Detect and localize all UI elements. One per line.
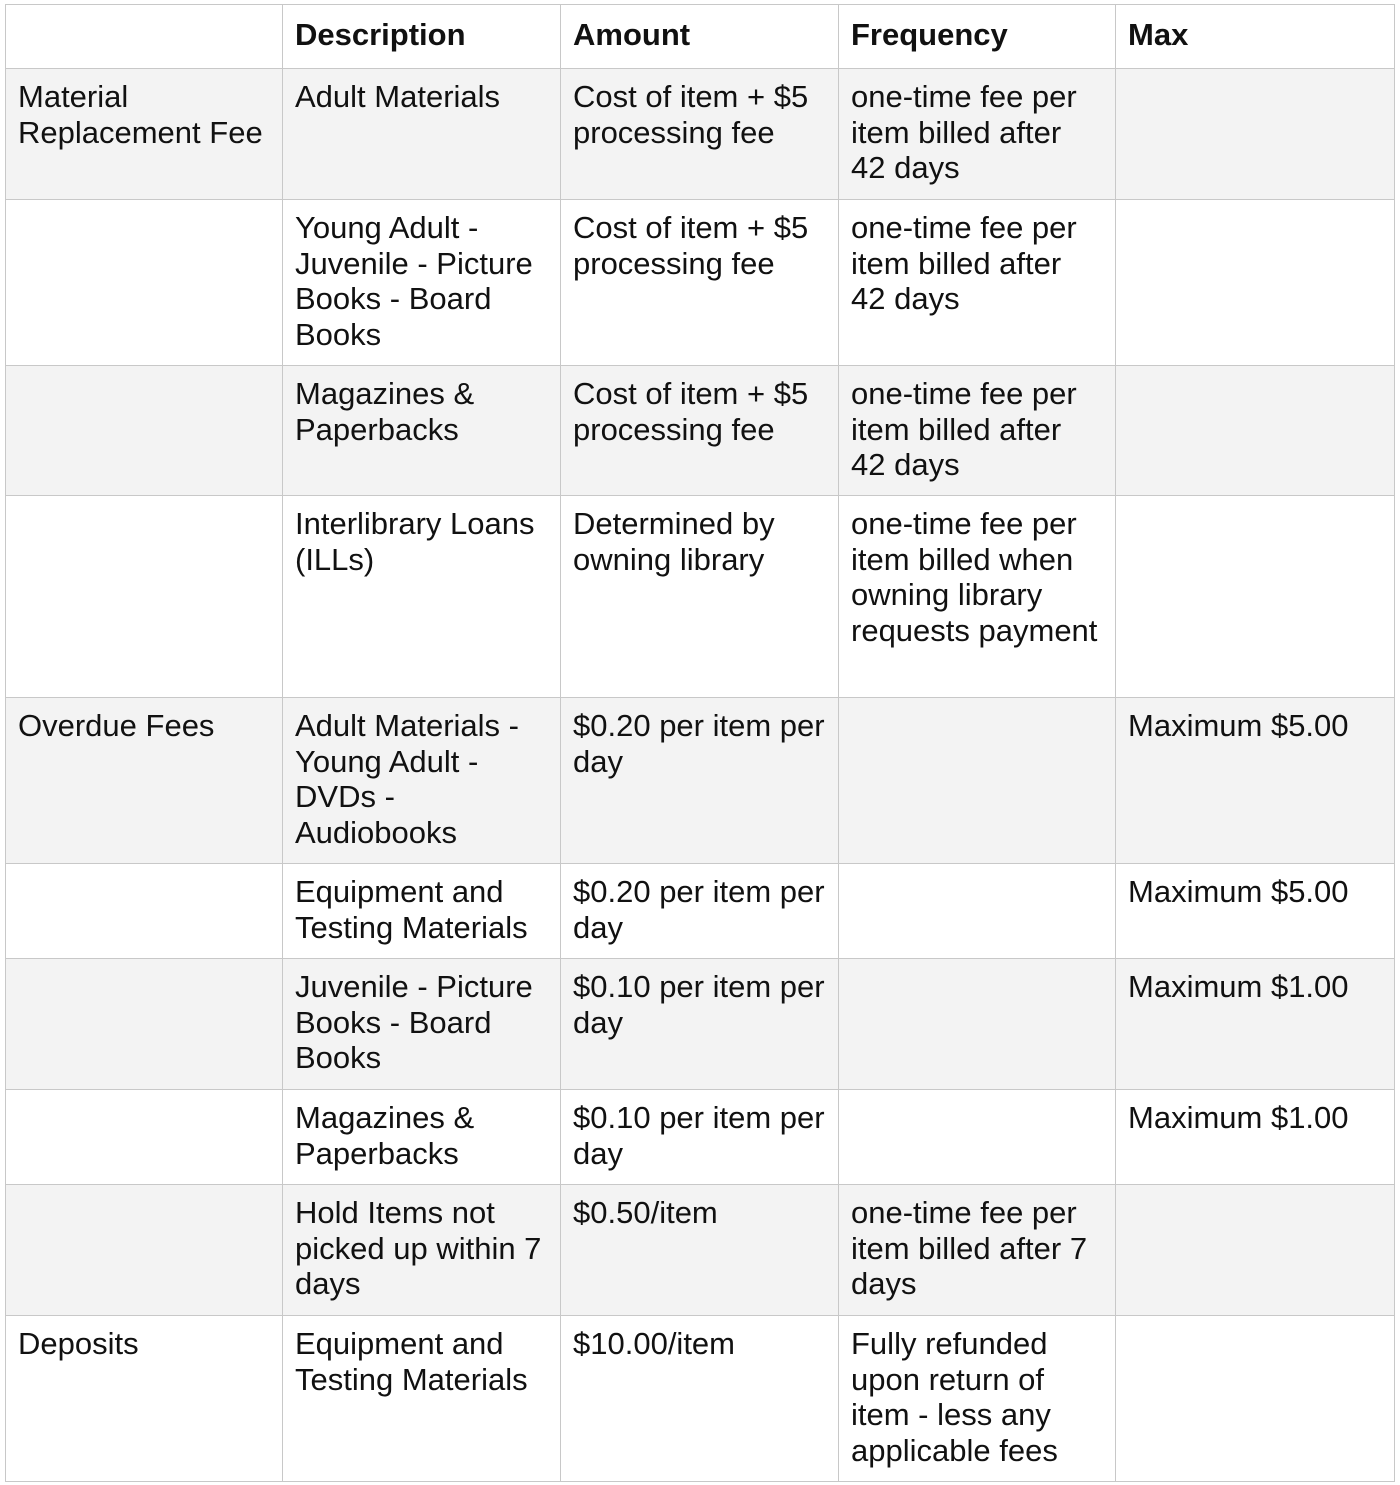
frequency-cell: one-time fee per item billed after 42 days xyxy=(839,200,1116,366)
description-cell: Juvenile - Picture Books - Board Books xyxy=(283,959,561,1090)
category-cell: Material Replacement Fee xyxy=(6,69,283,200)
table-row xyxy=(6,496,1395,698)
description-cell: Equipment and Testing Materials xyxy=(283,864,561,959)
header-frequency: Frequency xyxy=(839,5,1116,69)
amount-cell: Cost of item + $5 processing fee xyxy=(561,366,839,496)
max-cell xyxy=(1116,200,1395,366)
frequency-cell xyxy=(839,698,1116,864)
amount-cell: Cost of item + $5 processing fee xyxy=(561,200,839,366)
table-header xyxy=(6,5,1395,69)
fee-table xyxy=(5,4,1395,1482)
max-cell xyxy=(1116,1316,1395,1482)
category-cell xyxy=(6,496,283,698)
category-cell xyxy=(6,1090,283,1185)
table-row xyxy=(6,1316,1395,1482)
amount-cell: $0.10 per item per day xyxy=(561,1090,839,1185)
amount-cell: $0.20 per item per day xyxy=(561,698,839,864)
amount-cell: Determined by owning library xyxy=(561,496,839,698)
frequency-cell xyxy=(839,864,1116,959)
amount-cell: $0.10 per item per day xyxy=(561,959,839,1090)
description-cell: Magazines & Paperbacks xyxy=(283,366,561,496)
header-amount: Amount xyxy=(561,5,839,69)
max-cell xyxy=(1116,366,1395,496)
table-row xyxy=(6,1090,1395,1185)
max-cell: Maximum $5.00 xyxy=(1116,698,1395,864)
max-cell: Maximum $1.00 xyxy=(1116,959,1395,1090)
category-cell xyxy=(6,864,283,959)
max-cell: Maximum $1.00 xyxy=(1116,1090,1395,1185)
category-cell xyxy=(6,200,283,366)
frequency-cell: one-time fee per item billed after 42 days xyxy=(839,69,1116,200)
description-cell: Hold Items not picked up within 7 days xyxy=(283,1185,561,1316)
category-cell xyxy=(6,959,283,1090)
table-row xyxy=(6,864,1395,959)
description-cell: Adult Materials xyxy=(283,69,561,200)
frequency-cell xyxy=(839,959,1116,1090)
max-cell xyxy=(1116,1185,1395,1316)
frequency-cell: one-time fee per item billed when owning library requests payment xyxy=(839,496,1116,698)
amount-cell: Cost of item + $5 processing fee xyxy=(561,69,839,200)
frequency-cell: one-time fee per item billed after 7 days xyxy=(839,1185,1116,1316)
frequency-cell xyxy=(839,1090,1116,1185)
table-row xyxy=(6,1185,1395,1316)
category-cell: Overdue Fees xyxy=(6,698,283,864)
header-category xyxy=(6,5,283,69)
max-cell xyxy=(1116,69,1395,200)
frequency-cell: one-time fee per item billed after 42 days xyxy=(839,366,1116,496)
description-cell: Young Adult - Juvenile - Picture Books - Board Books xyxy=(283,200,561,366)
max-cell xyxy=(1116,496,1395,698)
table-row xyxy=(6,959,1395,1090)
header-max: Max xyxy=(1116,5,1395,69)
description-cell: Interlibrary Loans (ILLs) xyxy=(283,496,561,698)
table-row xyxy=(6,200,1395,366)
table-row xyxy=(6,366,1395,496)
header-description: Description xyxy=(283,5,561,69)
category-cell xyxy=(6,366,283,496)
header-row xyxy=(6,5,1395,69)
description-cell: Magazines & Paperbacks xyxy=(283,1090,561,1185)
description-cell: Equipment and Testing Materials xyxy=(283,1316,561,1482)
amount-cell: $10.00/item xyxy=(561,1316,839,1482)
category-cell xyxy=(6,1185,283,1316)
amount-cell: $0.50/item xyxy=(561,1185,839,1316)
table-body xyxy=(6,69,1395,1482)
table-row xyxy=(6,69,1395,200)
category-cell: Deposits xyxy=(6,1316,283,1482)
amount-cell: $0.20 per item per day xyxy=(561,864,839,959)
frequency-cell: Fully refunded upon return of item - less any applicable fees xyxy=(839,1316,1116,1482)
description-cell: Adult Materials - Young Adult - DVDs - Audiobooks xyxy=(283,698,561,864)
max-cell: Maximum $5.00 xyxy=(1116,864,1395,959)
table-row xyxy=(6,698,1395,864)
